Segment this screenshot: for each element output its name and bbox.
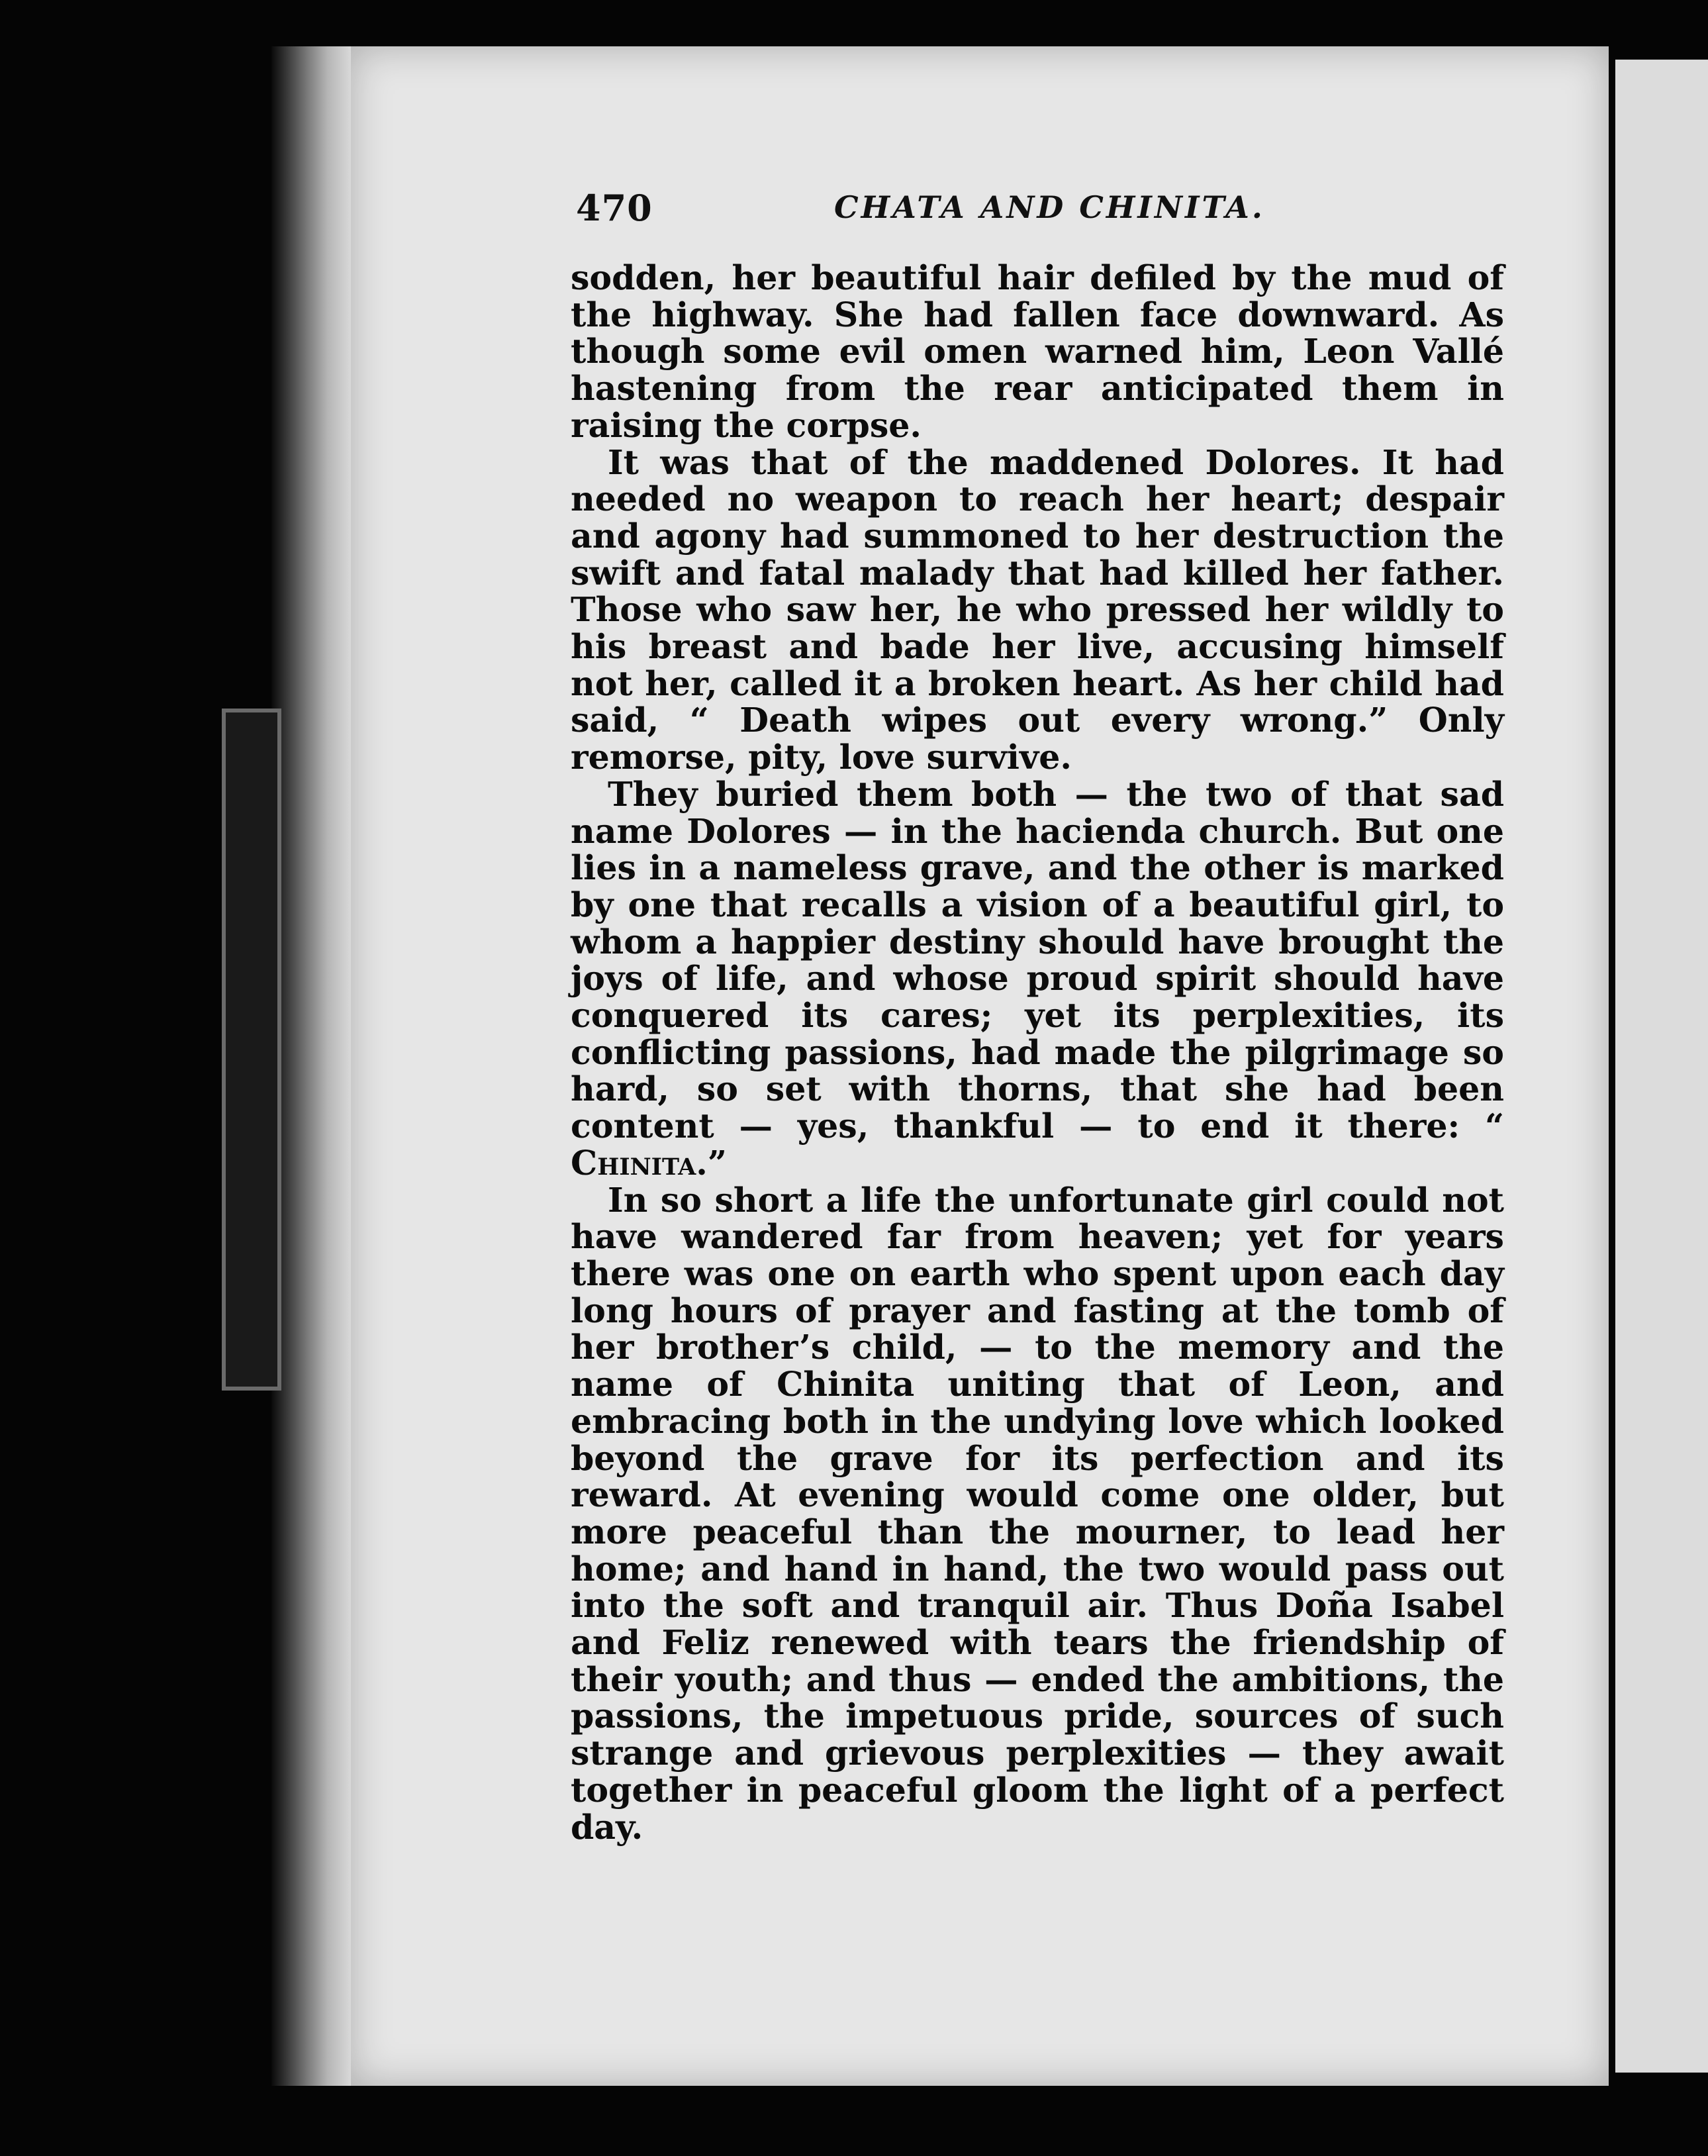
running-head: CHATA AND CHINITA. <box>834 189 1265 225</box>
spine-label <box>222 709 281 1391</box>
epitaph: “ Chinita.” <box>571 1106 1504 1183</box>
book-page-edges <box>271 46 351 2086</box>
paragraph: It was that of the maddened Dolores. It had needed no weapon to reach her heart; despair and agony had summoned to her destruction the swift and fatal malady that had killed her father. Those who saw her, he who pressed her wildly to his breast and bade her live, accusing himself not her, called it a broken heart. As her child had said, “ Death wipes out every wrong.” Only remorse, pity, love survive. <box>571 442 1504 777</box>
paragraph: sodden, her beautiful hair defiled by the mud of the highway. She had fallen face downward. As though some evil omen warned him, Leon Vallé hastening from the rear anticipated them in raising the corpse. <box>571 258 1504 445</box>
facing-page-edge <box>1615 60 1708 2073</box>
paragraph-text: They buried them both — the two of that sad name Dolores — in the hacienda church. But one lies in a nameless grave, and the other is marked by one that recalls a vision of a beautiful girl, to whom a happier destiny should have brought the joys of life, and whose proud spirit should have conquered its cares; yet its perplexities, its conflicting passions, had made the pilgrimage so hard, so set with thorns, that she had been content — yes, thankful — to end it there: <box>571 774 1504 1146</box>
page-number: 470 <box>576 187 653 229</box>
page-header <box>576 187 1503 240</box>
page-body-text <box>571 260 1504 1845</box>
paragraph: In so short a life the unfortunate girl could not have wandered far from heaven; yet for years there was one on earth who spent upon each day long hours of prayer and fasting at the tomb of her brother’s child, — to the memory and the name of Chinita uniting that of Leon, and embracing both in the undying love which looked beyond the grave for its perfection and its reward. At evening would come one older, but more peaceful than the mourner, to lead her home; and hand in hand, the two would pass out into the soft and tranquil air. Thus Doña Isabel and Feliz renewed with tears the friendship of their youth; and thus — ended the ambitions, the passions, the impetuous pride, sources of such strange and grievous perplexities — they await together in peaceful gloom the light of a perfect day. <box>571 1180 1504 1847</box>
paragraph <box>571 776 1504 1182</box>
